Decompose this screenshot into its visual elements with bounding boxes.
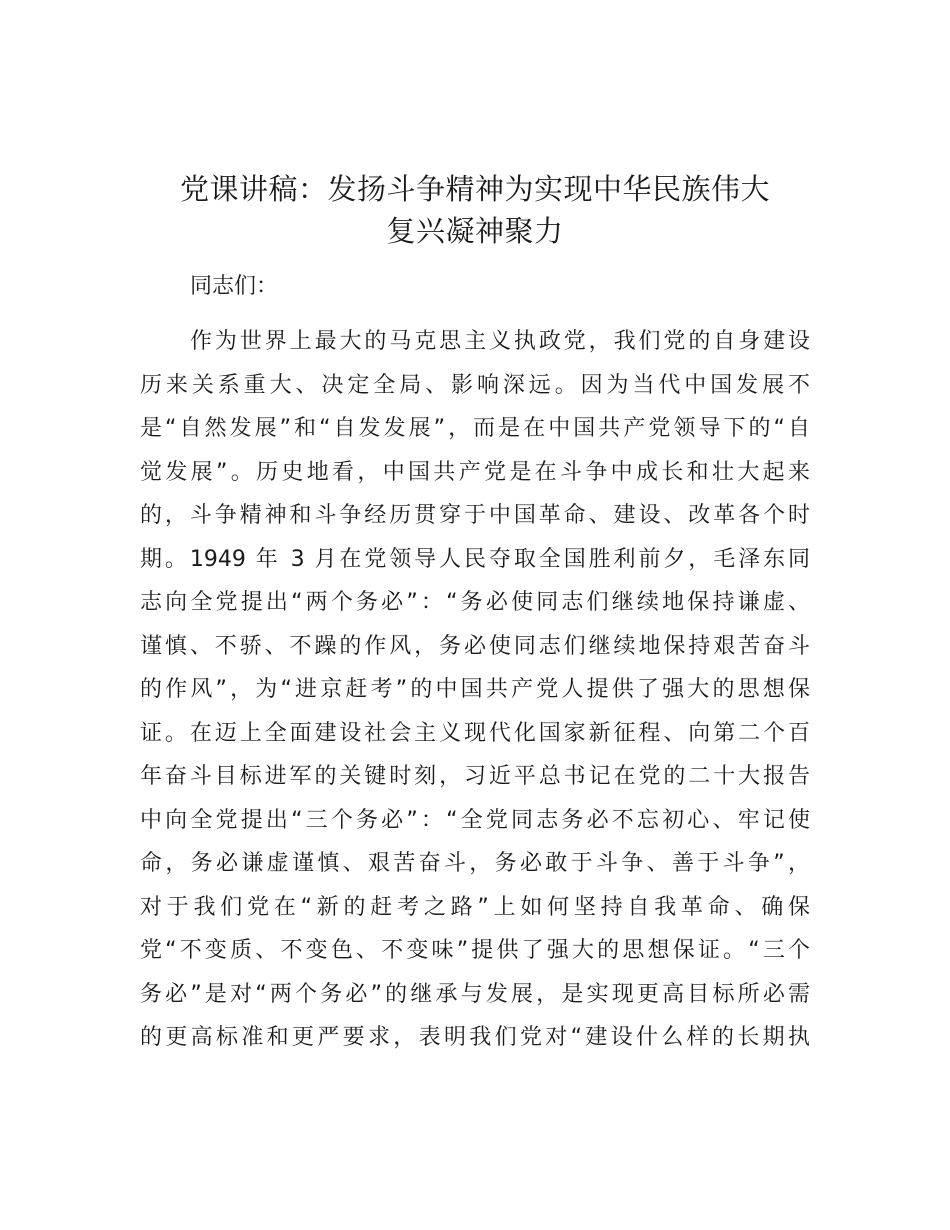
paragraph-line: 历来关系重大、决定全局、影响深远。因为当代中国发展不 (140, 372, 810, 398)
paragraph-line: 务必”是对“两个务必”的继承与发展，是实现更高目标所必需 (140, 981, 810, 1007)
paragraph-line: 作为世界上最大的马克思主义执政党，我们党的自身建设 (190, 329, 810, 354)
paragraph-line: 志向全党提出“两个务必”：“务必使同志们继续地保持谦虚、 (140, 590, 810, 615)
document-title (140, 168, 810, 252)
title-line-2: 复兴凝神聚力 (386, 214, 564, 248)
paragraph-line: 的作风”，为“进京赶考”的中国共产党人提供了强大的思想保 (140, 677, 810, 702)
paragraph-line: 命，务必谦虚谨慎、艰苦奋斗，务必敢于斗争、善于斗争”， (140, 851, 810, 876)
paragraph-line: 证。在迈上全面建设社会主义现代化国家新征程、向第二个百 (140, 720, 810, 746)
paragraph-line: 期。1949 年 3 月在党领导人民夺取全国胜利前夕，毛泽东同 (140, 546, 810, 572)
paragraph-line: 年奋斗目标进军的关键时刻，习近平总书记在党的二十大报告 (140, 764, 810, 789)
paragraph-line: 觉发展”。历史地看，中国共产党是在斗争中成长和壮大起来 (140, 459, 810, 485)
paragraph-line: 是“自然发展”和“自发发展”，而是在中国共产党领导下的“自 (140, 416, 810, 441)
paragraph-line: 的，斗争精神和斗争经历贯穿于中国革命、建设、改革各个时 (140, 503, 810, 528)
paragraph-line: 对于我们党在“新的赶考之路”上如何坚持自我革命、确保 (140, 894, 810, 920)
paragraph-line: 中向全党提出“三个务必”：“全党同志务必不忘初心、牢记使 (140, 807, 810, 833)
paragraph-line: 谨慎、不骄、不躁的作风，务必使同志们继续地保持艰苦奋斗 (140, 633, 810, 659)
title-line-1: 党课讲稿：发扬斗争精神为实现中华民族伟大 (179, 172, 770, 206)
paragraph-line: 的更高标准和更严要求，表明我们党对“建设什么样的长期执 (140, 1025, 810, 1050)
body-paragraph (140, 320, 810, 1060)
paragraph-line: 党“不变质、不变色、不变味”提供了强大的思想保证。“三个 (140, 938, 810, 963)
salutation: 同志们： (190, 274, 279, 299)
